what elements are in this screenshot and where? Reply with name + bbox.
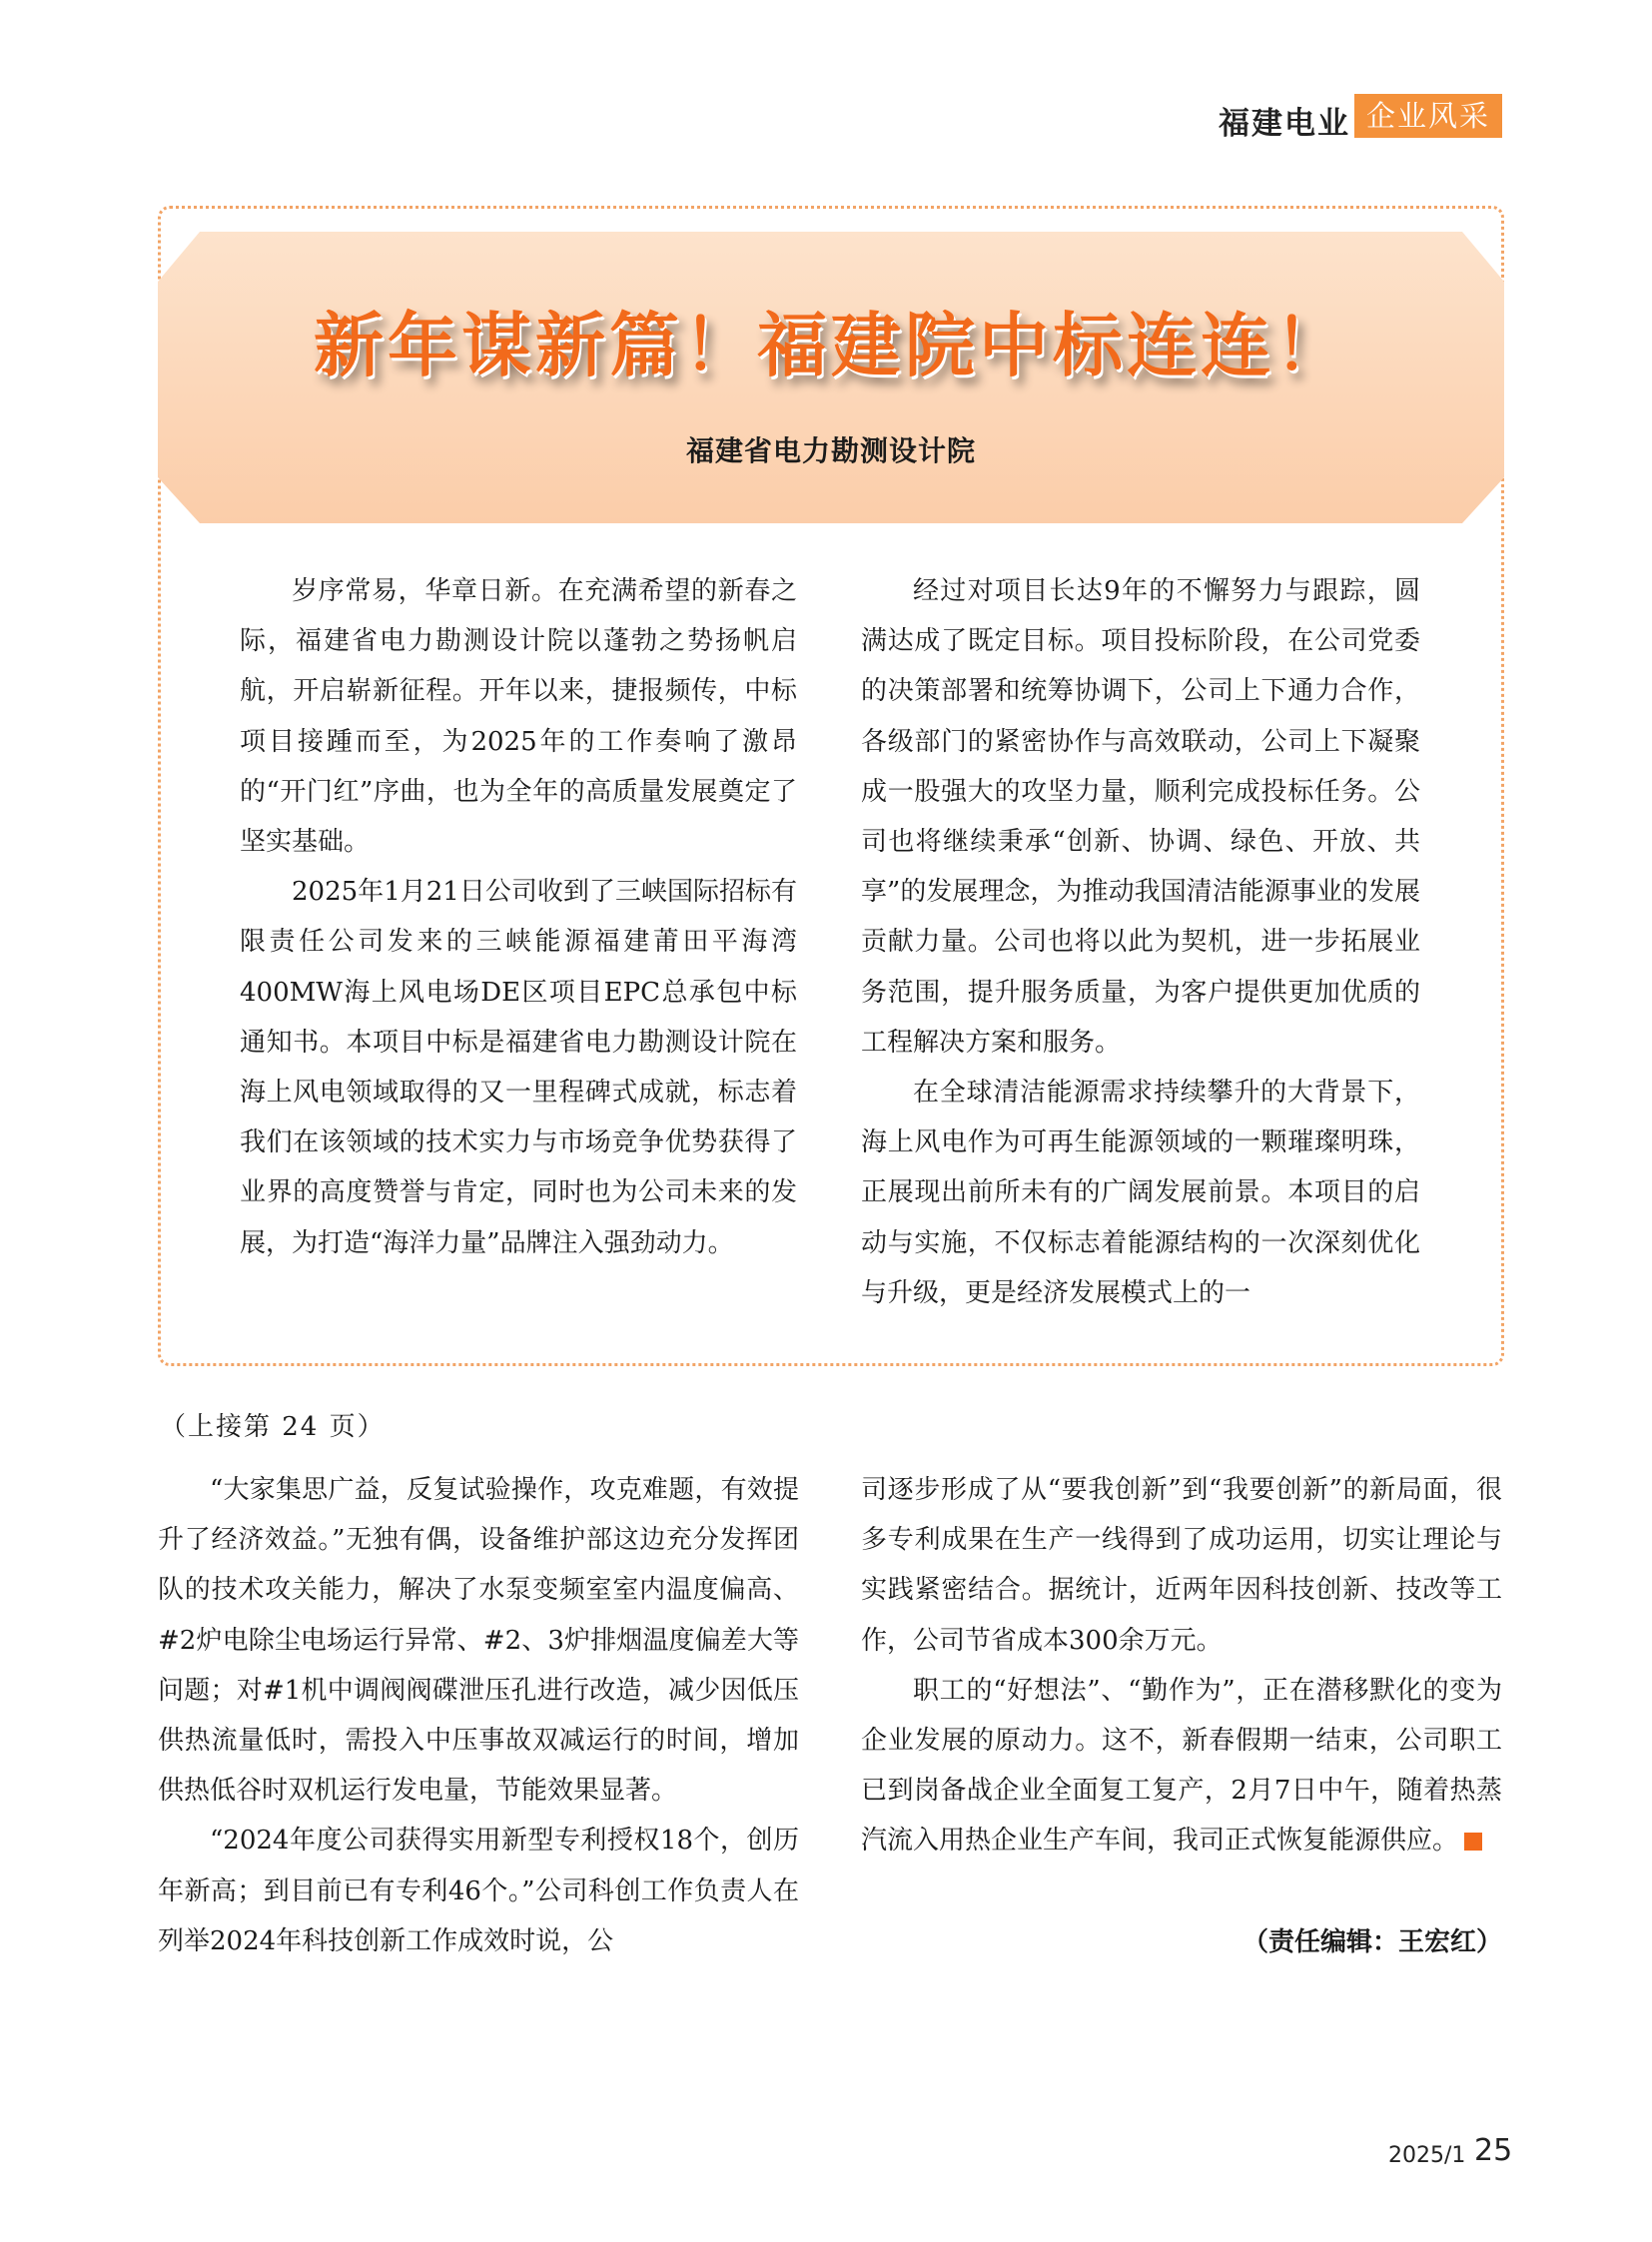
continued-note: （上接第 24 页）: [160, 1412, 386, 1442]
column-tag: 企业风采: [1354, 94, 1502, 138]
continued-column-2: [861, 1465, 1502, 1867]
end-mark-icon: [1464, 1833, 1482, 1851]
issue-number: 2025/1: [1388, 2143, 1466, 2168]
paragraph: 2025年1月21日公司收到了三峡国际招标有限责任公司发来的三峡能源福建莆田平海湾400MW海上风电场DE区项目EPC总承包中标通知书。本项目中标是福建省电力勘测设计院在海上风电领域取得的又一里程碑式成就，标志着我们在该领域的技术实力与市场竞争优势获得了业界的高度赞誉与肯定，同时也为公司未来的发展，为打造“海洋力量”品牌注入强劲动力。: [240, 877, 797, 1258]
paragraph: 司逐步形成了从“要我创新”到“我要创新”的新局面，很多专利成果在生产一线得到了成功运用，切实让理论与实践紧密结合。据统计，近两年因科技创新、技改等工作，公司节省成本300余万元。: [861, 1475, 1502, 1656]
paragraph: 岁序常易，华章日新。在充满希望的新春之际，福建省电力勘测设计院以蓬勃之势扬帆启航，开启崭新征程。开年以来，捷报频传，中标项目接踵而至，为2025年的工作奏响了激昂的“开门红”序曲，也为全年的高质量发展奠定了坚实基础。: [240, 576, 797, 858]
article-author: 福建省电力勘测设计院: [685, 434, 976, 467]
editor-credit: （责任编辑：王宏红）: [1241, 1927, 1502, 1957]
paragraph: 在全球清洁能源需求持续攀升的大背景下，海上风电作为可再生能源领域的一颗璀璨明珠，正展现出前所未有的广阔发展前景。本项目的启动与实施，不仅标志着能源结构的一次深刻优化与升级，更是经济发展模式上的一: [861, 1078, 1420, 1308]
page-number: 25: [1474, 2133, 1513, 2168]
article-column-2: [861, 566, 1420, 1318]
continued-column-1: [158, 1465, 799, 1966]
magazine-name: 福建电业: [1219, 106, 1350, 142]
paragraph-text: 职工的“好想法”、“勤作为”，正在潜移默化的变为企业发展的原动力。这不，新春假期一结束，公司职工已到岗备战企业全面复工复产，2月7日中午，随着热蒸汽流入用热企业生产车间，我司正式恢复能源供应。: [861, 1675, 1502, 1857]
paragraph: 经过对项目长达9年的不懈努力与跟踪，圆满达成了既定目标。项目投标阶段，在公司党委的决策部署和统筹协调下，公司上下通力合作，各级部门的紧密协作与高效联动，公司上下凝聚成一股强大的攻坚力量，顺利完成投标任务。公司也将继续秉承“创新、协调、绿色、开放、共享”的发展理念，为推动我国清洁能源事业的发展贡献力量。公司也将以此为契机，进一步拓展业务范围，提升服务质量，为客户提供更加优质的工程解决方案和服务。: [861, 576, 1420, 1058]
paragraph: “2024年度公司获得实用新型专利授权18个，创历年新高；到目前已有专利46个。”公司科创工作负责人在列举2024年科技创新工作成效时说，公: [158, 1826, 799, 1956]
article-column-1: [240, 566, 797, 1268]
paragraph: [861, 1666, 1502, 1867]
article-title: 新年谋新篇！福建院中标连连！: [314, 304, 1348, 386]
paragraph: “大家集思广益，反复试验操作，攻克难题，有效提升了经济效益。”无独有偶，设备维护部这边充分发挥团队的技术攻关能力，解决了水泵变频室室内温度偏高、#2炉电除尘电场运行异常、#2、3炉排烟温度偏差大等问题；对#1机中调阀阀碟泄压孔进行改造，减少因低压供热流量低时，需投入中压事故双减运行的时间，增加供热低谷时双机运行发电量，节能效果显著。: [158, 1475, 799, 1807]
